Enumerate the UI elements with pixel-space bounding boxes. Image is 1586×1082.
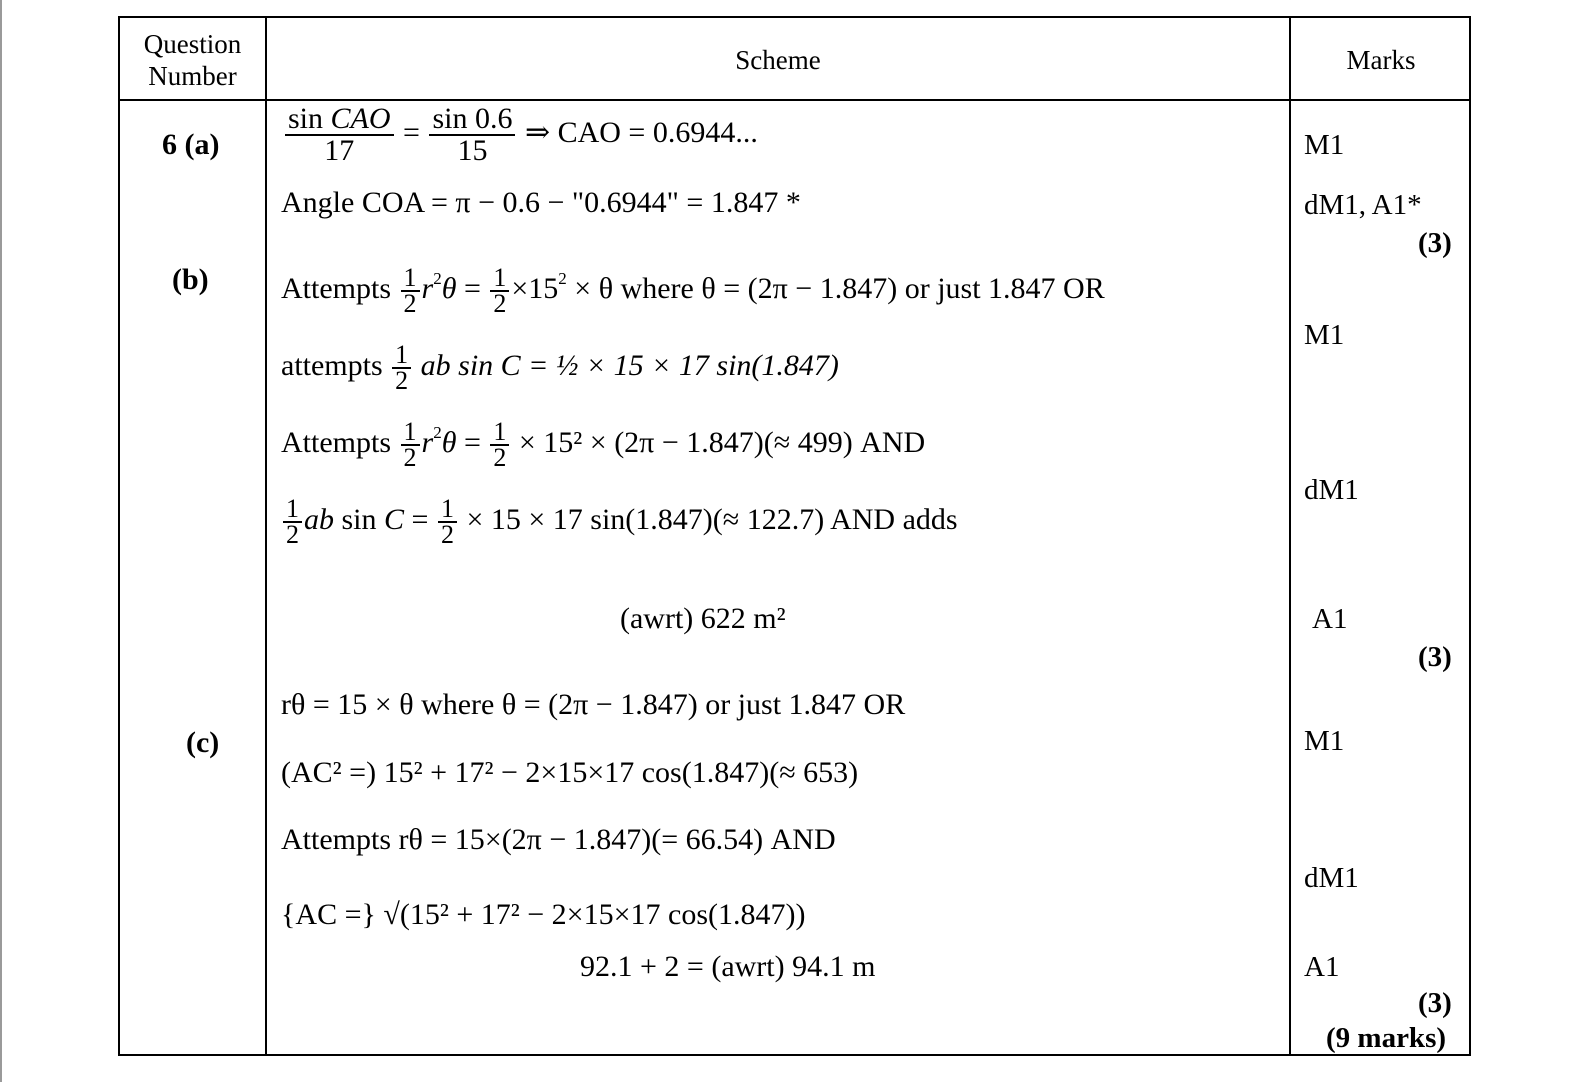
part-label-c: (c)	[186, 726, 220, 759]
mark-a-1: M1	[1304, 129, 1345, 161]
total-b: (3)	[1418, 641, 1452, 673]
mark-b-2: dM1	[1304, 474, 1359, 506]
mark-scheme-table	[118, 16, 1471, 1056]
header-marks: Marks	[1346, 45, 1416, 75]
header-question-number: Question Number	[143, 29, 242, 91]
page-edge	[0, 0, 2, 1082]
part-b-line3-suffix: × 15² × (2π − 1.847)(≈ 499) AND	[518, 425, 926, 459]
part-b-line3-prefix: Attempts	[281, 425, 391, 459]
part-c-line4: {AC =} √(15² + 17² − 2×15×17 cos(1.847))	[281, 898, 806, 931]
column-divider	[265, 18, 267, 1054]
grand-total: (9 marks)	[1326, 1022, 1447, 1054]
part-c-result: 92.1 + 2 = (awrt) 94.1 m	[580, 950, 876, 983]
part-b-line4-suffix: × 15 × 17 sin(1.847)(≈ 122.7) AND adds	[466, 502, 958, 536]
part-b-line2-prefix: attempts	[281, 348, 383, 382]
part-label-a: 6 (a)	[162, 128, 220, 161]
total-c: (3)	[1418, 987, 1452, 1019]
mark-b-1: M1	[1304, 319, 1345, 351]
header-divider	[120, 99, 1469, 101]
part-b-line1-suffix: where θ = (2π − 1.847) or just 1.847 OR	[620, 271, 1105, 305]
sine-rule-equation: $\frac{\text{sin CAO}}{17}$ = $\frac{\sin 0.6}{15}$ ⇒ CAO = 0.6944...	[283, 104, 758, 166]
part-c-line2: (AC² =) 15² + 17² − 2×15×17 cos(1.847)(≈ 653)	[281, 756, 859, 789]
part-b-line3: Attempts $\frac{1}{2}$ $r^2\theta$ = $\frac{1}{2}$ × 15² × (2π − 1.847)(≈ 499) AND	[281, 417, 926, 472]
mark-c-2: dM1	[1304, 862, 1359, 894]
part-b-line2-suffix: ab sin C = ½ × 15 × 17 sin(1.847)	[420, 348, 839, 382]
part-b-line2: attempts $\frac{1}{2}$ ab sin C = ½ × 15 × 17 sin(1.847)	[281, 340, 839, 395]
mark-b-3: A1	[1312, 603, 1348, 635]
part-b-line1-prefix: Attempts	[281, 271, 391, 305]
part-c-line1: rθ = 15 × θ where θ = (2π − 1.847) or just 1.847 OR	[281, 688, 906, 721]
part-c-line3: Attempts rθ = 15×(2π − 1.847)(= 66.54) AND	[281, 823, 836, 856]
part-b-result: (awrt) 622 m²	[620, 602, 786, 635]
mark-c-3: A1	[1304, 951, 1340, 983]
total-a: (3)	[1418, 227, 1452, 259]
sine-rule-result: ⇒ CAO = 0.6944...	[524, 115, 758, 149]
part-label-b: (b)	[172, 263, 209, 296]
header-scheme: Scheme	[735, 45, 821, 75]
angle-coa-line: Angle COA = π − 0.6 − "0.6944" = 1.847 *	[281, 186, 801, 219]
column-divider	[1289, 18, 1291, 1054]
part-b-line4: $\frac{1}{2}$ ab sin C = $\frac{1}{2}$ × 15 × 17 sin(1.847)(≈ 122.7) AND adds	[281, 497, 958, 547]
part-b-line1: Attempts $\frac{1}{2}$ $r^2\theta$ = $\frac{1}{2}$ $\times 15^2 \times \theta$ where θ = (2π − 1.847) or just 1.847 OR	[281, 263, 1105, 318]
mark-c-1: M1	[1304, 725, 1345, 757]
mark-a-2: dM1, A1*	[1304, 189, 1422, 221]
